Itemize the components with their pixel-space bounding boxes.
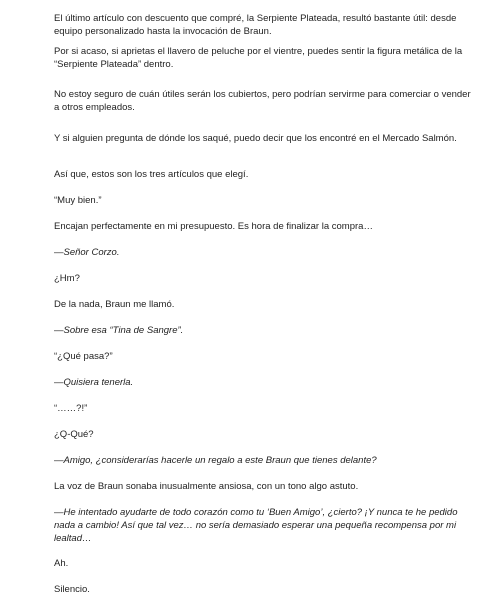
paragraph-text: El último artículo con descuento que compré, la Serpiente Plateada, resultó bastante útil: desde equipo personalizado hasta la invocación de Braun. [54, 13, 457, 37]
paragraph [54, 272, 474, 285]
dialogue-dash: — [54, 377, 64, 388]
paragraph [54, 557, 474, 570]
paragraph-text: “¿Qué pasa?” [54, 351, 113, 362]
paragraph-text: Señor Corzo. [63, 247, 120, 258]
paragraph-text: La voz de Braun sonaba inusualmente ansiosa, con un tono algo astuto. [54, 481, 359, 492]
paragraph [54, 12, 474, 38]
paragraph [54, 480, 474, 493]
paragraph [54, 506, 474, 545]
paragraph-text: De la nada, Braun me llamó. [54, 299, 175, 310]
paragraph [54, 246, 474, 259]
paragraph-text: “……?!” [54, 403, 88, 414]
paragraph-text: Por si acaso, si aprietas el llavero de peluche por el vientre, puedes sentir la figura metálica de la “Serpiente Plateada” dentro. [54, 46, 463, 70]
paragraph [54, 220, 474, 233]
paragraph [54, 132, 474, 145]
paragraph-text: Encajan perfectamente en mi presupuesto. Es hora de finalizar la compra… [54, 221, 373, 232]
paragraph-text: Amigo, ¿considerarías hacerle un regalo a este Braun que tienes delante? [63, 455, 377, 466]
paragraph [54, 454, 474, 467]
paragraph-text: Y si alguien pregunta de dónde los saqué, puedo decir que los encontré en el Mercado Salmón. [54, 133, 457, 144]
paragraph [54, 350, 474, 363]
paragraph [54, 402, 474, 415]
dialogue-dash: — [54, 507, 64, 518]
paragraph [54, 583, 474, 596]
paragraph [54, 45, 474, 71]
paragraph-text: ¿Q-Qué? [54, 429, 94, 440]
paragraph [54, 428, 474, 441]
paragraph-text: Quisiera tenerla. [63, 377, 134, 388]
paragraph-text: Ah. [54, 558, 69, 569]
paragraph [54, 324, 474, 337]
paragraph [54, 194, 474, 207]
paragraph-text: Así que, estos son los tres artículos que elegí. [54, 169, 249, 180]
paragraph [54, 88, 474, 114]
paragraph-text: Sobre esa “Tina de Sangre”. [63, 325, 184, 336]
paragraph [54, 376, 474, 389]
dialogue-dash: — [54, 325, 64, 336]
paragraph-text: No estoy seguro de cuán útiles serán los cubiertos, pero podrían servirme para comerciar o vender a otros empleados. [54, 89, 471, 113]
dialogue-dash: — [54, 455, 64, 466]
paragraph [54, 298, 474, 311]
paragraph-text: ¿Hm? [54, 273, 80, 284]
paragraph-text: Silencio. [54, 584, 90, 595]
paragraph-text: He intentado ayudarte de todo corazón como tu ‘Buen Amigo’, ¿cierto? ¡Y nunca te he pedido nada a cambio! Así que tal vez… no sería demasiado esperar una pequeña recompensa por mi lealtad… [54, 507, 458, 544]
dialogue-dash: — [54, 247, 64, 258]
paragraph-text: “Muy bien.” [54, 195, 102, 206]
paragraph [54, 168, 474, 181]
